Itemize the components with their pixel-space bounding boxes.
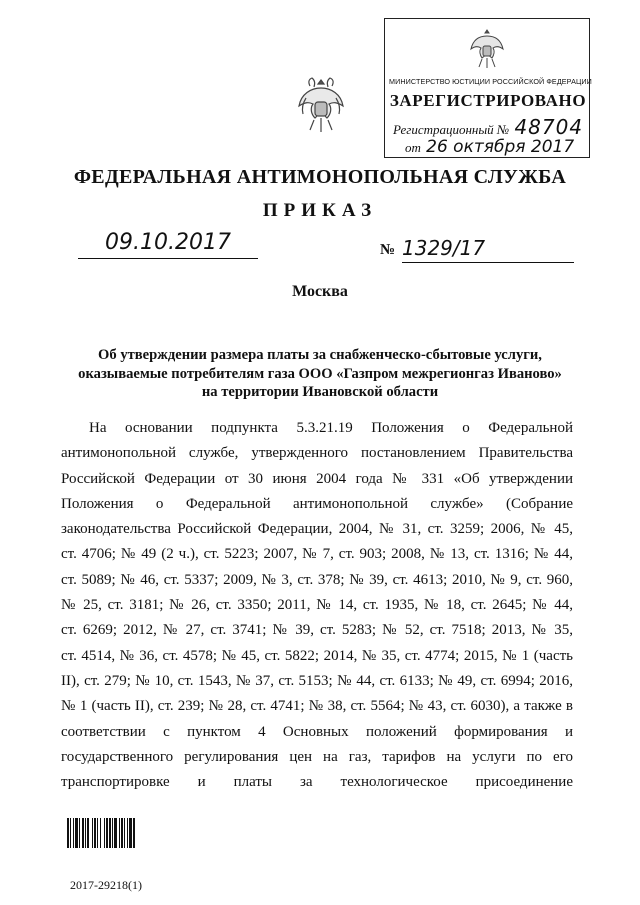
body-line: законодательства Российской Федерации, 2004, № 31, ст. 3259; 2006, № 45, xyxy=(61,521,573,538)
stamp-reg-number: 48704 xyxy=(514,115,584,139)
barcode-bar xyxy=(100,818,101,848)
stamp-date-label: от xyxy=(405,140,421,155)
barcode-bar xyxy=(109,818,111,848)
body-line: Положения о Федеральной антимонопольной службе» (Собрание xyxy=(61,495,573,512)
barcode-bar xyxy=(112,818,113,848)
body-line: Российской Федерации от 30 июня 2004 года № 331 «Об утверждении xyxy=(61,470,573,487)
barcode-bar xyxy=(70,818,71,848)
body-line: соответствии с пунктом 4 Основных положений формирования и xyxy=(61,723,573,740)
barcode-bar xyxy=(94,818,96,848)
barcode-bar xyxy=(75,818,78,848)
body-line: ст. 4706; № 49 (2 ч.), ст. 5223; 2007, № 7, ст. 903; 2008, № 13, ст. 1316; № 44, xyxy=(61,546,573,563)
barcode-bar xyxy=(124,818,125,848)
barcode-bar xyxy=(87,818,89,848)
barcode-bar xyxy=(92,818,93,848)
barcode-bar xyxy=(133,818,135,848)
registration-stamp xyxy=(384,18,590,158)
body-line: ст. 4514, № 36, ст. 4578; № 45, ст. 5822; 2014, № 35, ст. 4774; 2015, № 1 (часть xyxy=(61,647,573,664)
order-number-label: № xyxy=(380,242,396,258)
barcode xyxy=(67,818,159,848)
stamp-ministry-text: МИНИСТЕРСТВО ЮСТИЦИИ РОССИЙСКОЙ ФЕДЕРАЦИИ xyxy=(389,77,592,86)
number-underline xyxy=(402,262,574,263)
body-line: II), ст. 279; № 10, ст. 1543, № 37, ст. 5153; № 44, ст. 6133; № 49, ст. 6994; 2016, xyxy=(61,672,573,689)
body-line: государственного регулирования цен на газ, тарифов на услуги по его xyxy=(61,748,573,765)
barcode-bar xyxy=(104,818,105,848)
barcode-bar xyxy=(82,818,84,848)
stamp-date-line xyxy=(405,137,589,157)
barcode-bar xyxy=(73,818,74,848)
body-line: № 25, ст. 3181; № 26, ст. 3350; 2011, № 14, ст. 1935, № 18, ст. 2645; № 44, xyxy=(61,597,573,614)
subject-line: Об утверждении размера платы за снабженческо-сбытовые услуги, xyxy=(98,347,542,363)
subject-line: на территории Ивановской области xyxy=(201,384,439,401)
stamp-registered-text: ЗАРЕГИСТРИРОВАНО xyxy=(389,91,587,110)
barcode-bar xyxy=(121,818,123,848)
document-id: 2017-29218(1) xyxy=(70,878,142,892)
barcode-bar xyxy=(79,818,80,848)
barcode-bar xyxy=(85,818,86,848)
barcode-bar xyxy=(119,818,120,848)
barcode-bar xyxy=(114,818,117,848)
order-subject xyxy=(40,346,600,402)
body-text xyxy=(61,416,573,795)
barcode-bar xyxy=(129,818,132,848)
coat-of-arms-icon xyxy=(296,74,346,140)
stamp-reg-label: Регистрационный № xyxy=(393,122,510,137)
barcode-bar xyxy=(97,818,98,848)
body-line: транспортировке и платы за технологическое присоединение xyxy=(61,774,573,791)
agency-title: ФЕДЕРАЛЬНАЯ АНТИМОНОПОЛЬНАЯ СЛУЖБА xyxy=(73,166,567,188)
barcode-bar xyxy=(67,818,69,848)
order-date: 09.10.2017 xyxy=(105,230,231,255)
city: Москва xyxy=(292,283,348,300)
body-line: № 1 (часть II), ст. 239; № 28, ст. 4741; № 38, ст. 5564; № 43, ст. 6030), а также в xyxy=(61,698,573,715)
order-number: 1329/17 xyxy=(402,236,486,260)
document-type: ПРИКАЗ xyxy=(262,200,378,221)
date-underline xyxy=(78,258,258,259)
stamp-reg-date: 26 октября 2017 xyxy=(426,137,575,157)
body-line: На основании подпункта 5.3.21.19 Положения о Федеральной xyxy=(89,420,573,436)
subject-line: оказываемые потребителям газа ООО «Газпром межрегионгаз Иваново» xyxy=(78,365,562,382)
barcode-bar xyxy=(106,818,108,848)
stamp-emblem-icon xyxy=(469,27,505,73)
body-line: ст. 6269; 2012, № 27, ст. 3741; № 39, ст. 5283; № 52, ст. 7518; 2013, № 35, xyxy=(61,622,573,639)
body-line: антимонопольной службе, утвержденного постановлением Правительства xyxy=(61,445,573,462)
barcode-bar xyxy=(127,818,128,848)
stamp-reg-line xyxy=(393,115,589,139)
body-line: ст. 5089; № 46, ст. 5337; 2009, № 3, ст. 378; № 39, ст. 4613; 2010, № 9, ст. 960, xyxy=(61,571,573,588)
